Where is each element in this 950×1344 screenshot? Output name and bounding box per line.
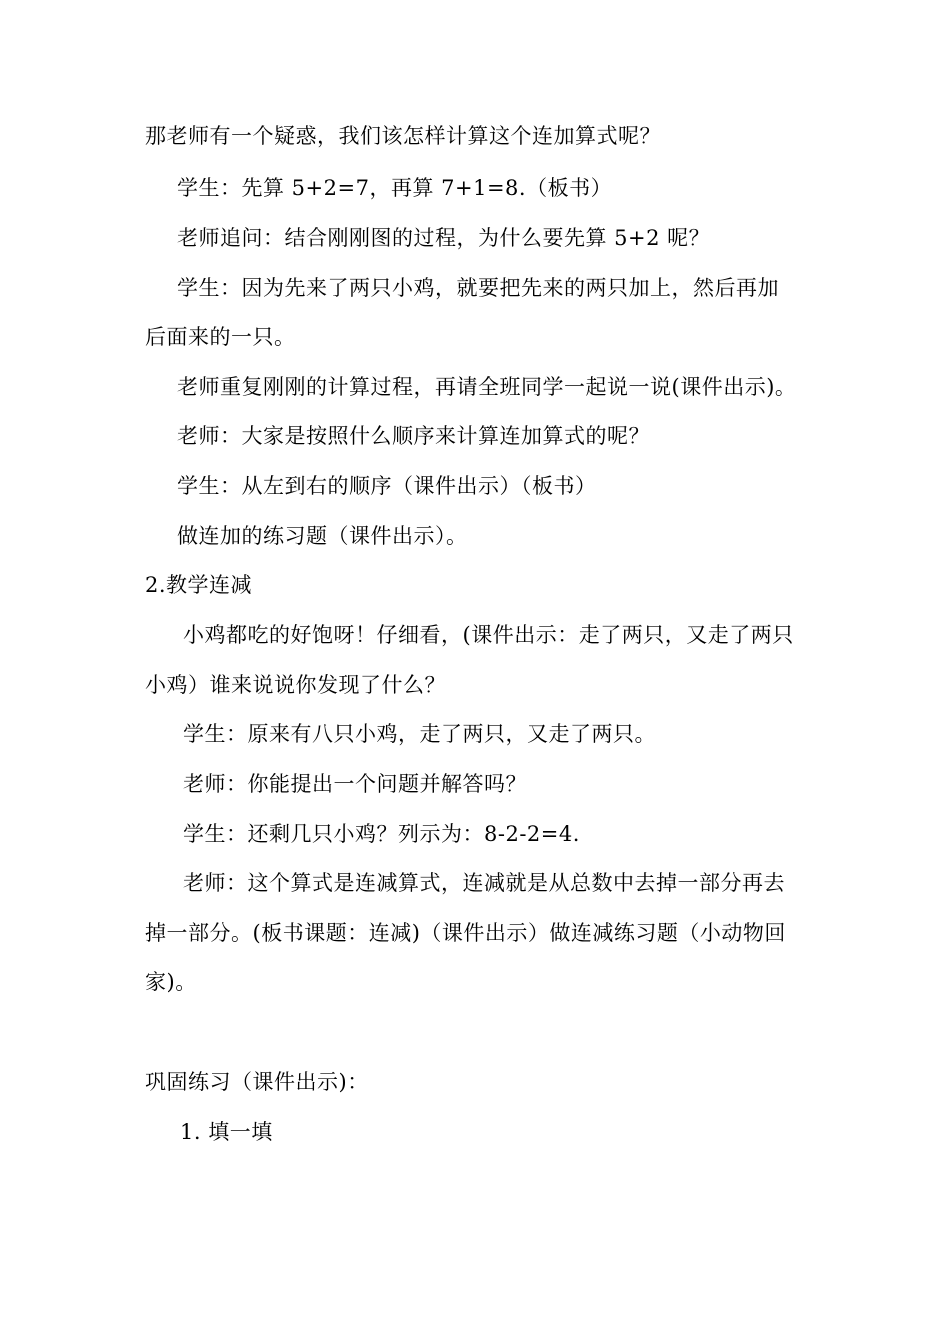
text-line: 老师：大家是按照什么顺序来计算连加算式的呢？ [177, 424, 650, 448]
text-line: 学生：从左到右的顺序（课件出示）（板书） [177, 474, 597, 498]
text-line: 后面来的一只。 [145, 325, 296, 349]
text-line: 老师重复刚刚的计算过程，再请全班同学一起说一说(课件出示)。 [177, 375, 797, 399]
text-line: 学生：原来有八只小鸡，走了两只，又走了两只。 [183, 722, 656, 746]
text-line: 学生：先算 5+2=7，再算 7+1=8.（板书） [177, 176, 613, 200]
section-heading: 巩固练习（课件出示)： [145, 1070, 369, 1094]
text-line: 老师追问：结合刚刚图的过程，为什么要先算 5+2 呢？ [177, 226, 711, 250]
text-line: 学生：因为先来了两只小鸡，就要把先来的两只加上，然后再加 [177, 276, 779, 300]
text-line: 老师：你能提出一个问题并解答吗？ [183, 772, 527, 796]
text-line: 小鸡都吃的好饱呀！仔细看，(课件出示：走了两只，又走了两只 [183, 623, 794, 647]
text-line: 家)。 [145, 970, 197, 994]
text-line: 1. 填一填 [180, 1120, 273, 1144]
text-line: 学生：还剩几只小鸡？列示为：8-2-2=4. [183, 822, 580, 846]
text-line: 掉一部分。(板书课题：连减)（课件出示）做连减练习题（小动物回 [145, 921, 786, 945]
text-line: 老师：这个算式是连减算式，连减就是从总数中去掉一部分再去 [183, 871, 785, 895]
text-line: 小鸡）谁来说说你发现了什么？ [145, 673, 446, 697]
text-line: 做连加的练习题（课件出示）。 [177, 524, 468, 548]
text-line: 那老师有一个疑惑，我们该怎样计算这个连加算式呢？ [145, 124, 661, 148]
section-heading: 2.教学连减 [145, 573, 253, 597]
